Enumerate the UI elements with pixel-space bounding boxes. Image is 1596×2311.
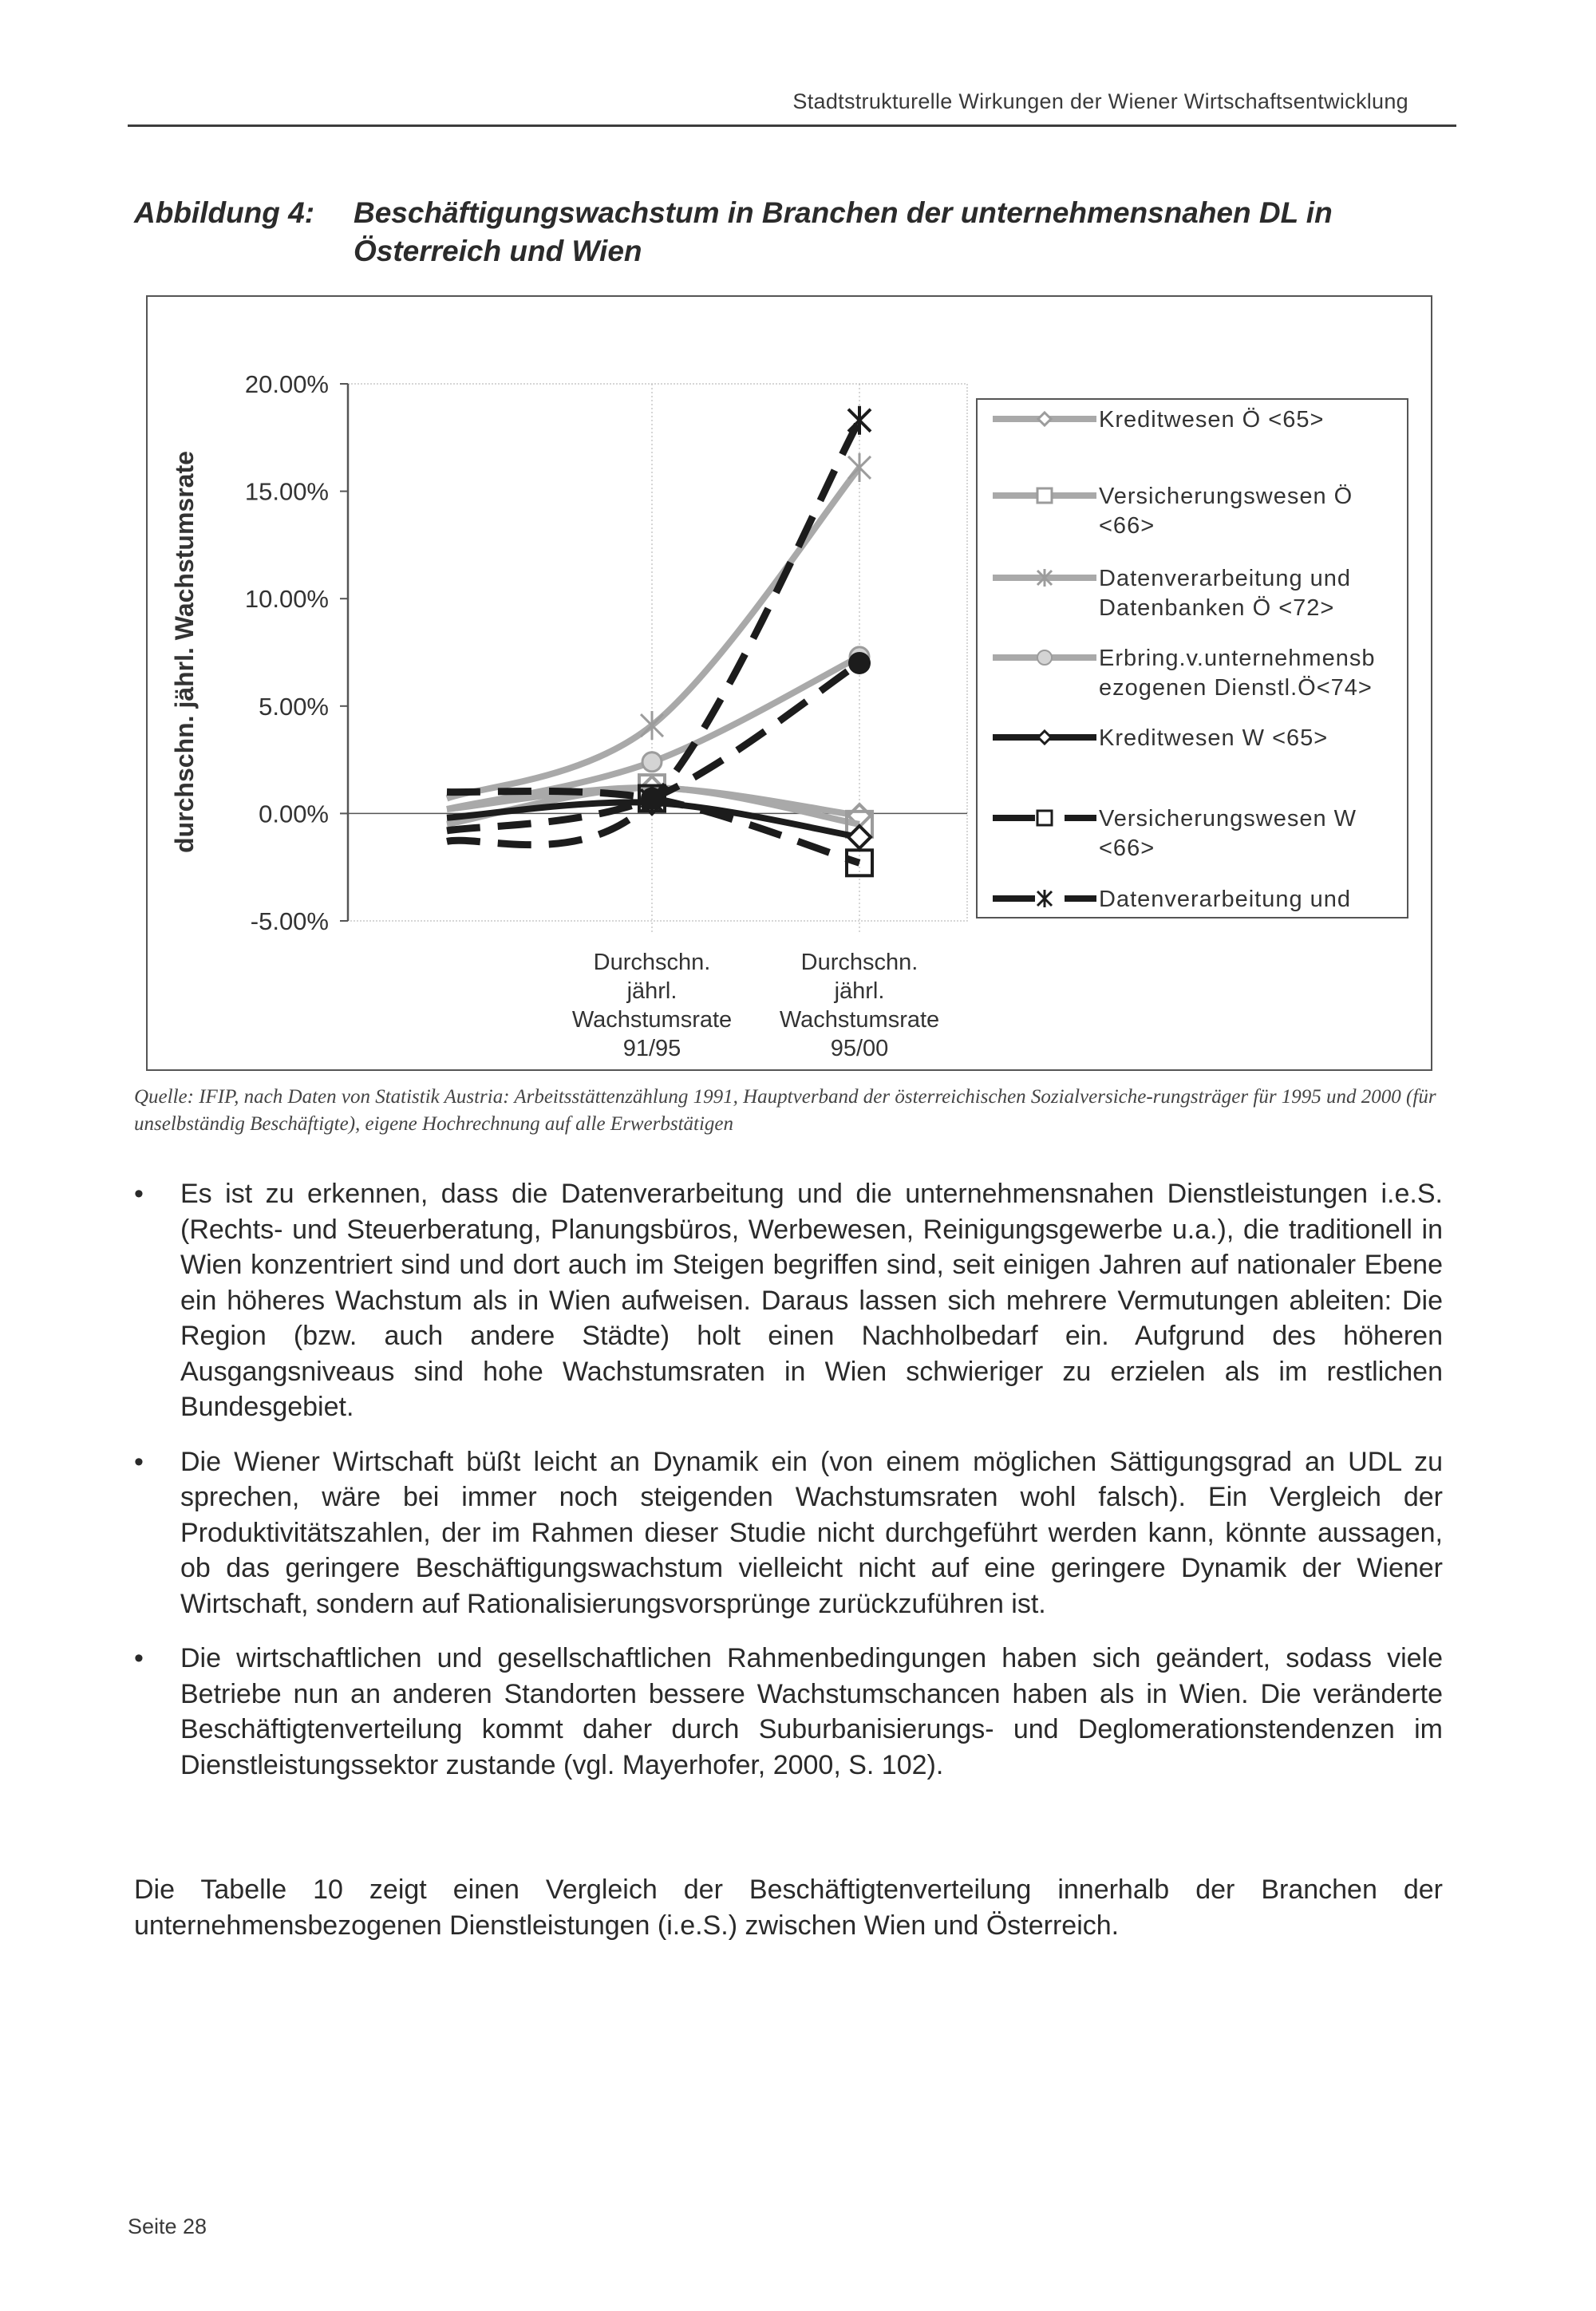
closing-paragraph: Die Tabelle 10 zeigt einen Vergleich der Beschäftigtenverteilung innerhalb der Branchen der unternehmensbezogenen Dienstleistungen (i.e.S.) zwischen Wien und Österreich.: [134, 1874, 1443, 1941]
bullet-icon: •: [134, 1446, 144, 1477]
y-tick-label: 0.00%: [259, 800, 329, 828]
header-rule: [128, 124, 1456, 127]
figure-label: Abbildung 4:: [134, 196, 315, 229]
legend-label: Erbring.v.unternehmensb: [1099, 646, 1376, 671]
bullet-text: Die Wiener Wirtschaft büßt leicht an Dynamik ein (von einem möglichen Sättigungsgrad an UDL zu sprechen, wäre bei immer noch steigenden Wachstumsraten wohl falsch). Ein Vergleich der Produktivitätszahlen, der im Rahmen dieser Studie nicht durchgeführt werden kann, könnte aussagen, ob das geringere Beschäftigungswachstum vielleicht nicht auf eine geringere Dynamik der Wiener Wirtschaft, sondern auf Rationalisierungsvorsprünge zurückzuführen ist.: [180, 1446, 1443, 1619]
y-tick-label: 5.00%: [259, 692, 329, 721]
series-line: [447, 453, 871, 799]
filled-circle-marker-icon: [641, 788, 663, 810]
y-tick-label: 15.00%: [244, 477, 329, 506]
legend-label: Datenbanken Ö <72>: [1099, 595, 1335, 621]
y-tick-label: 10.00%: [244, 585, 329, 614]
asterisk-marker-icon: [848, 406, 871, 435]
legend-label: Kreditwesen W <65>: [1099, 725, 1329, 751]
bullet-item: [134, 1176, 1443, 1425]
square-marker-icon: [1037, 488, 1052, 503]
square-marker-icon: [1037, 811, 1052, 825]
x-category-label: jährl.: [626, 978, 678, 1004]
y-axis-title: durchschn. jährl. Wachstumsrate: [170, 451, 199, 853]
x-category-label: Durchschn.: [593, 950, 711, 975]
x-category-label: 91/95: [622, 1036, 681, 1061]
running-header-title: Stadtstrukturelle Wirkungen der Wiener Wirtschaftsentwicklung: [792, 89, 1408, 113]
bullet-text: Die wirtschaftlichen und gesellschaftlichen Rahmenbedingungen haben sich geändert, sodass viele Betriebe nun an anderen Standorten bessere Wachstumschancen haben als in Wien. Die veränderte Beschäftigtenverteilung kommt daher durch Suburbanisierungs- und Deglomerationstendenzen im Dienstleistungssektor zustande (vgl. Mayerhofer, 2000, S. 102).: [180, 1643, 1443, 1780]
line-chart: [148, 297, 1434, 1073]
y-tick-label: 20.00%: [244, 370, 329, 398]
legend-label: Datenverarbeitung und: [1099, 566, 1352, 591]
series-line: [447, 406, 871, 845]
x-category-label: 95/00: [830, 1036, 889, 1061]
y-tick-label: -5.00%: [250, 907, 329, 935]
plot-area: [348, 384, 967, 921]
page-number: Seite 28: [128, 2214, 207, 2238]
bullet-icon: •: [134, 1643, 144, 1673]
circle-marker-icon: [642, 753, 662, 772]
figure-title: Beschäftigungswachstum in Branchen der unternehmensnahen DL in Österreich und Wien: [354, 196, 1333, 267]
legend-label: Versicherungswesen Ö: [1099, 484, 1353, 509]
diamond-marker-icon: [848, 826, 871, 848]
figure-source: Quelle: IFIP, nach Daten von Statistik Austria: Arbeitsstättenzählung 1991, Hauptverband der österreichischen Sozialversiche-rungsträger für 1995 und 2000 (für unselbständig Beschäftigte), eigene Hochrechnung auf alle Erwerbstätigen: [134, 1086, 1436, 1135]
bullet-list: [134, 1176, 1443, 1802]
legend-label: ezogenen Dienstl.Ö<74>: [1099, 675, 1373, 701]
legend-label: Versicherungswesen W: [1099, 806, 1357, 832]
circle-marker-icon: [1037, 650, 1052, 665]
legend-label: Datenverarbeitung und: [1099, 887, 1352, 912]
legend-label: <66>: [1099, 513, 1156, 539]
bullet-item: [134, 1444, 1443, 1622]
x-category-label: Wachstumsrate: [779, 1007, 940, 1033]
bullet-icon: •: [134, 1179, 144, 1209]
bullet-item: [134, 1641, 1443, 1783]
filled-circle-marker-icon: [848, 652, 871, 674]
legend-label: <66>: [1099, 836, 1156, 861]
x-category-label: Wachstumsrate: [571, 1007, 733, 1033]
legend-label: Kreditwesen Ö <65>: [1099, 407, 1325, 433]
chart-frame: [146, 295, 1432, 1071]
x-category-label: Durchschn.: [800, 950, 918, 975]
bullet-text: Es ist zu erkennen, dass die Datenverarbeitung und die unternehmensnahen Dienstleistungen i.e.S. (Rechts- und Steuerberatung, Planungsbüros, Werbewesen, Reinigungsgewerbe u.a.), die traditionell in Wien konzentriert sind und dort auch im Steigen begriffen sind, seit einigen Jahren auf nationaler Ebene ein höheres Wachstum als in Wien aufweisen. Daraus lassen sich mehrere Vermutungen ableiten: Die Region (bzw. auch andere Städte) holt einen Nachholbedarf ein. Aufgrund des höheren Ausgangsniveaus sind hohe Wachstumsraten in Wien schwieriger zu erzielen als im restlichen Bundesgebiet.: [180, 1179, 1443, 1422]
series-path: [447, 468, 859, 799]
x-category-label: jährl.: [834, 978, 885, 1004]
